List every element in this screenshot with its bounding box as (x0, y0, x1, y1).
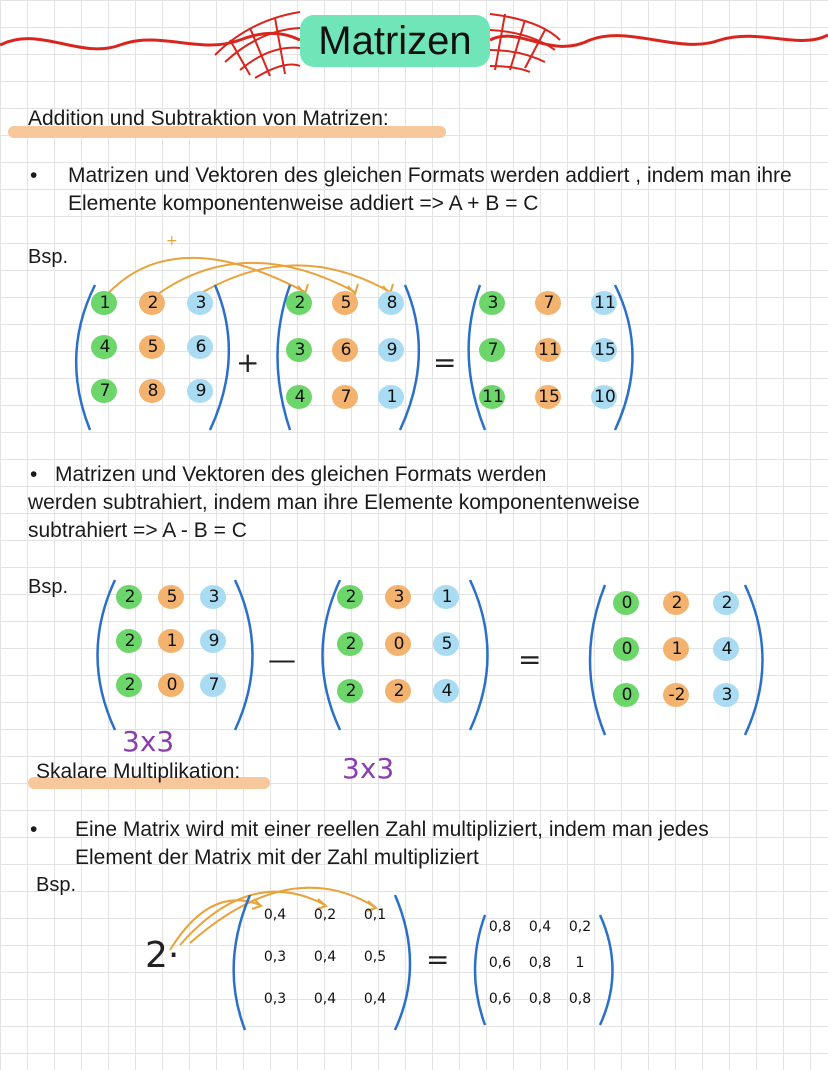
matrix-cell: 1 (662, 634, 692, 664)
matrix-cell: 0,4 (263, 907, 287, 923)
matrix-cell: 6 (186, 332, 216, 362)
matrix-cell: 2 (712, 588, 742, 618)
bullet-addition-text: Matrizen und Vektoren des gleichen Formats werden addiert , indem man ihre Elemente komponentenweise addiert => A + B = C (68, 164, 792, 215)
matrix-cell: 0,2 (568, 919, 592, 935)
matrix-r-scalar (480, 912, 605, 1022)
matrix-cell: 4 (432, 676, 462, 706)
matrix-cell: 15 (590, 335, 620, 365)
matrix-cell: 10 (590, 382, 620, 412)
matrix-cell: 0,3 (263, 949, 287, 965)
matrix-cell: 7 (90, 376, 120, 406)
plus-operator: + (236, 346, 260, 379)
matrix-cell: 0,6 (488, 991, 512, 1007)
page-title: Matrizen (300, 15, 490, 67)
matrix-cell: -2 (662, 680, 692, 710)
matrix-a-subtraction (115, 582, 235, 712)
arrow-plus-marker: + (166, 233, 178, 249)
matrix-cell: 4 (90, 332, 120, 362)
matrix-cell: 3 (384, 582, 414, 612)
matrix-cell: 9 (186, 376, 216, 406)
matrix-cell: 0,4 (313, 949, 337, 965)
matrix-cell: 6 (331, 335, 361, 365)
matrix-cell: 1 (432, 582, 462, 612)
matrix-cell: 2 (115, 626, 145, 656)
section-heading-addition: Addition und Subtraktion von Matrizen: (28, 107, 389, 130)
matrix-cell: 2 (115, 670, 145, 700)
matrix-cell: 1 (575, 955, 585, 971)
matrix-cell: 0 (157, 670, 187, 700)
example-label: Bsp. (28, 246, 69, 268)
matrix-cell: 0,4 (313, 991, 337, 1007)
matrix-cell: 1 (90, 288, 120, 318)
scalar-factor: 2· (145, 935, 180, 976)
matrix-cell: 0,8 (488, 919, 512, 935)
matrix-cell: 5 (157, 582, 187, 612)
matrix-cell: 0,8 (568, 991, 592, 1007)
matrix-a-addition (90, 288, 220, 418)
dimension-annotation-b: 3x3 (342, 752, 395, 785)
matrix-cell: 7 (331, 382, 361, 412)
matrix-cell: 0,8 (528, 955, 552, 971)
matrix-cell: 0 (384, 629, 414, 659)
section-heading-scalar: Skalare Multiplikation: (36, 760, 241, 783)
matrix-cell: 1 (377, 382, 407, 412)
matrix-c-subtraction (612, 588, 752, 718)
matrix-cell: 4 (712, 634, 742, 664)
matrix-cell: 0,3 (263, 991, 287, 1007)
matrix-cell: 7 (199, 670, 229, 700)
matrix-cell: 8 (377, 288, 407, 318)
matrix-cell: 2 (336, 582, 366, 612)
example-label: Bsp. (36, 874, 77, 896)
matrix-cell: 2 (662, 588, 692, 618)
bullet-subtraction-line1: Matrizen und Vektoren des gleichen Formats werden (55, 463, 547, 486)
matrix-b-addition (285, 288, 415, 418)
matrix-cell: 0,8 (528, 991, 552, 1007)
matrix-cell: 5 (138, 332, 168, 362)
bullet-dot: • (30, 164, 38, 187)
matrix-c-addition (478, 288, 618, 418)
matrix-cell: 8 (138, 376, 168, 406)
bullet-dot: • (30, 463, 38, 486)
matrix-cell: 0 (612, 680, 642, 710)
matrix-cell: 9 (199, 626, 229, 656)
matrix-cell: 3 (186, 288, 216, 318)
matrix-cell: 2 (115, 582, 145, 612)
matrix-cell: 1 (157, 626, 187, 656)
matrix-cell: 0,4 (528, 919, 552, 935)
matrix-m-scalar (255, 900, 400, 1020)
matrix-cell: 0 (612, 634, 642, 664)
matrix-cell: 7 (478, 335, 508, 365)
matrix-cell: 3 (478, 288, 508, 318)
matrix-cell: 2 (138, 288, 168, 318)
matrix-cell: 11 (478, 382, 508, 412)
example-label: Bsp. (28, 576, 69, 598)
matrix-cell: 2 (336, 676, 366, 706)
matrix-cell: 2 (336, 629, 366, 659)
matrix-cell: 2 (285, 288, 315, 318)
matrix-cell: 0 (612, 588, 642, 618)
title-banner (0, 0, 828, 85)
matrix-cell: 0,4 (363, 991, 387, 1007)
matrix-cell: 0,1 (363, 907, 387, 923)
dimension-annotation-a: 3x3 (122, 725, 175, 758)
matrix-cell: 15 (534, 382, 564, 412)
matrix-b-subtraction (336, 582, 466, 712)
matrix-cell: 11 (534, 335, 564, 365)
matrix-cell: 3 (712, 680, 742, 710)
matrix-cell: 5 (432, 629, 462, 659)
matrix-cell: 9 (377, 335, 407, 365)
bullet-dot: • (30, 818, 38, 841)
matrix-cell: 5 (331, 288, 361, 318)
minus-operator: — (268, 643, 296, 676)
equals-operator: = (426, 943, 450, 976)
bullet-scalar-text: Eine Matrix wird mit einer reellen Zahl multipliziert, indem man jedes Element der Matrix mit der Zahl multipliziert (75, 818, 709, 869)
bullet-subtraction-line3: subtrahiert => A - B = C (28, 519, 247, 542)
matrix-cell: 0,6 (488, 955, 512, 971)
equals-operator: = (433, 346, 457, 379)
matrix-cell: 2 (384, 676, 414, 706)
matrix-brackets-scalar (0, 895, 828, 1035)
matrix-cell: 4 (285, 382, 315, 412)
matrix-cell: 7 (534, 288, 564, 318)
equals-operator: = (518, 643, 542, 676)
matrix-cell: 3 (199, 582, 229, 612)
bullet-subtraction-line2: werden subtrahiert, indem man ihre Elemente komponentenweise (28, 491, 640, 514)
matrix-cell: 0,2 (313, 907, 337, 923)
matrix-cell: 11 (590, 288, 620, 318)
matrix-cell: 0,5 (363, 949, 387, 965)
matrix-cell: 3 (285, 335, 315, 365)
